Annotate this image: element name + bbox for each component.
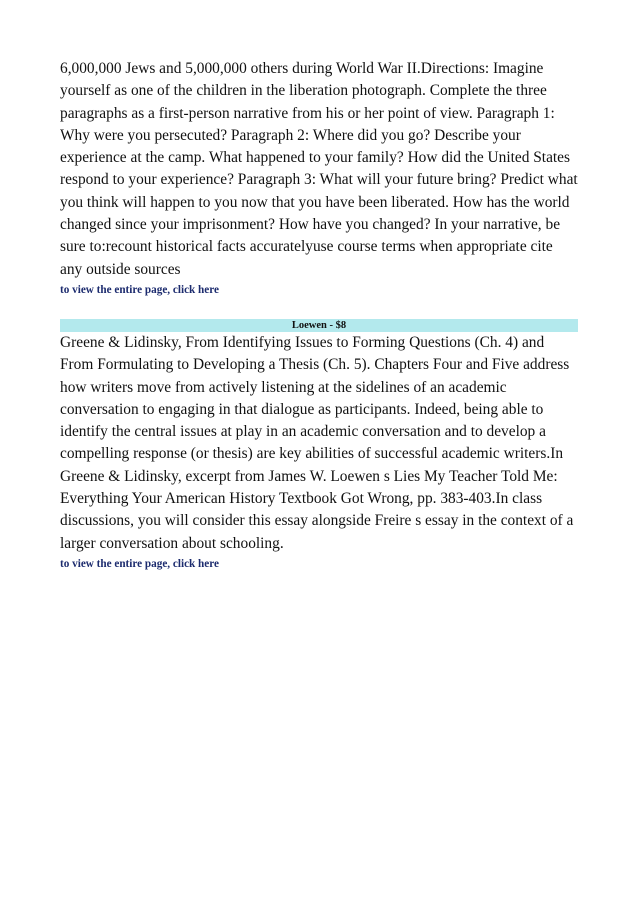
- entry-text: Greene & Lidinsky, From Identifying Issues to Forming Questions (Ch. 4) and From Formulating to Developing a Thesis (Ch. 5). Chapters Four and Five address how writers move from actively listening at the sidelines of an academic conversation to engaging in that dialogue as participants. Indeed, being able to identify the central issues at play in an academic conversation and to develop a compelling response (or thesis) are key abilities of successful academic writers.In Greene & Lidinsky, excerpt from James W. Loewen s Lies My Teacher Told Me: Everything Your American History Textbook Got Wrong, pp. 383-403.In class discussions, you will consider this essay alongside Freire s essay in the context of a larger conversation about schooling.: [60, 333, 574, 552]
- view-entire-page-link[interactable]: to view the entire page, click here: [60, 283, 219, 296]
- entry-text: 6,000,000 Jews and 5,000,000 others during World War II.Directions: Imagine yourself as one of the children in the liberation photograph. Complete the three paragraphs as a first-person narrative from his or her point of view. Paragraph 1: Why were you persecuted? Paragraph 2: Where did you go? Describe your experience at the camp. What happened to your family? How did the United States respond to your experience? Paragraph 3: What will your future bring? Predict what you think will happen to you now that you have been liberated. How has the world changed since your imprisonment? How have you changed? In your narrative, be sure to:recount historical facts accuratelyuse course terms when appropriate cite any outside sources: [60, 60, 578, 278]
- document-page: [60, 58, 578, 571]
- section-heading-bar: Loewen - $8: [60, 319, 578, 332]
- view-entire-page-link[interactable]: to view the entire page, click here: [60, 557, 219, 570]
